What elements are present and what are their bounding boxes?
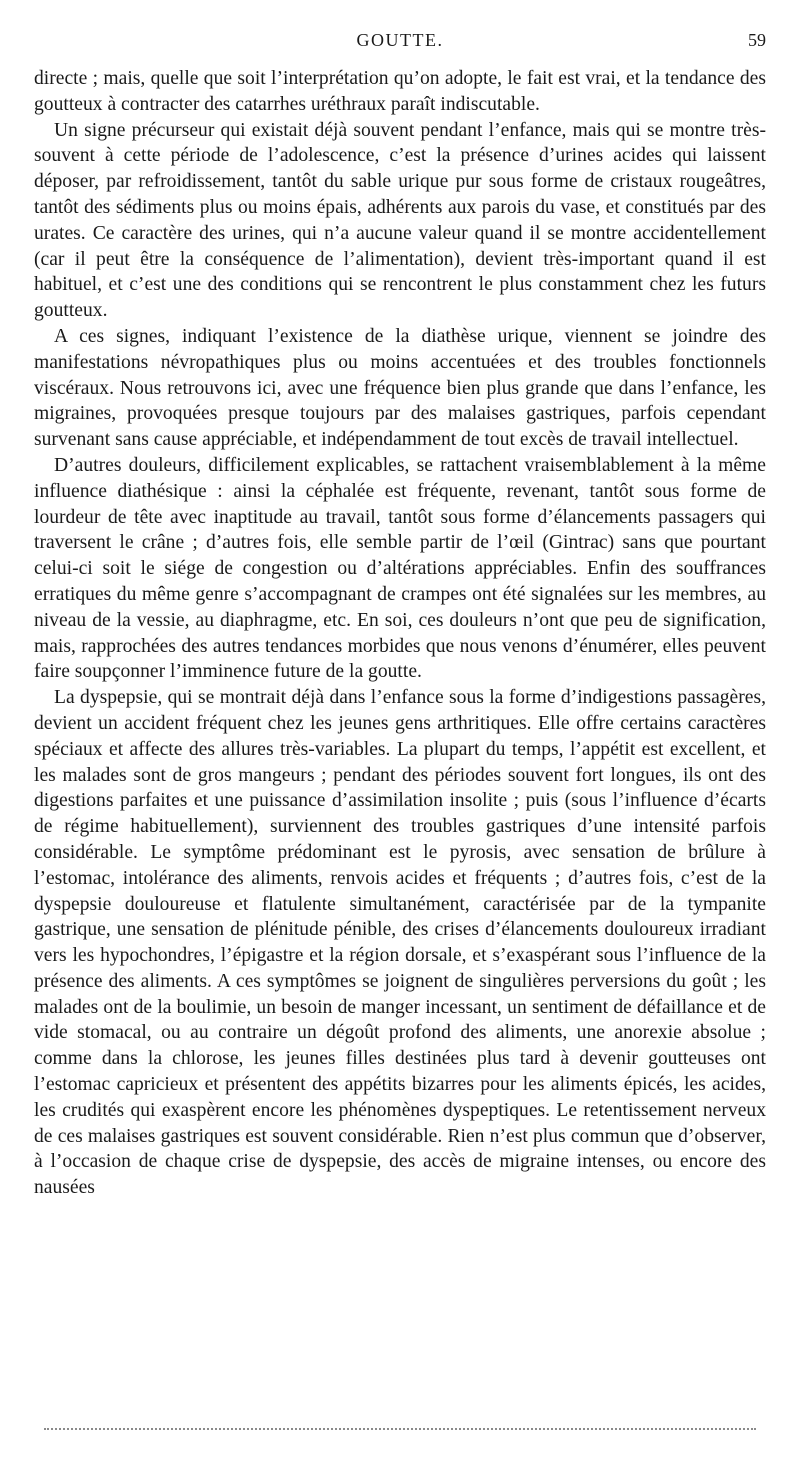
- page-number: 59: [748, 30, 766, 50]
- dotted-footer-rule: [44, 1428, 756, 1430]
- paragraph-diathese-urique: A ces signes, indiquant l’existence de la diathèse urique, viennent se joindre des manifestations névropathiques plus ou moins accentuées et des troubles fonctionnels viscéraux. Nous retrouvons ici, avec une fréquence bien plus grande que dans l’enfance, les migraines, provoquées presque toujours par des malaises gastriques, parfois cependant survenant sans cause appréciable, et indépendamment de tout excès de travail intellectuel.: [34, 325, 766, 451]
- paragraph-urines-acides: Un signe précurseur qui existait déjà souvent pendant l’enfance, mais qui se montre très-souvent à cette période de l’adolescence, c’est la présence d’urines acides qui laissent déposer, par refroidissement, tantôt du sable urique pur sous forme de cristaux rougeâtres, tantôt des sédiments plus ou moins épais, adhérents aux parois du vase, et constitués par des urates. Ce caractère des urines, qui n’a aucune valeur quand il se montre accidentellement (car il peut être la conséquence de l’alimentation), devient très-important quand il est habituel, et c’est une des conditions qui se rencontrent le plus constamment chez les futurs goutteux.: [34, 119, 766, 322]
- paragraph-continued: directe ; mais, quelle que soit l’interprétation qu’on adopte, le fait est vrai, et la tendance des goutteux à contracter des catarrhes uréthraux paraît indiscutable.: [34, 68, 766, 115]
- running-title: GOUTTE.: [356, 30, 444, 50]
- page-header: [34, 30, 766, 56]
- paragraph-dyspepsie: La dyspepsie, qui se montrait déjà dans l’enfance sous la forme d’indigestions passagères, devient un accident fréquent chez les jeunes gens arthritiques. Elle offre certains caractères spéciaux et affecte des allures très-variables. La plupart du temps, l’appétit est excellent, et les malades sont de gros mangeurs ; pendant des périodes souvent fort longues, ils ont des digestions parfaites et une puissance d’assimilation insolite ; puis (sous l’influence d’écarts de régime habituellement), surviennent des troubles gastriques d’une intensité parfois considérable. Le symptôme prédominant est le pyrosis, avec sensation de brûlure à l’estomac, intolérance des aliments, renvois acides et fréquents ; d’autres fois, c’est de la dyspepsie douloureuse et flatulente simultanément, caractérisée par de la tympanite gastrique, une sensation de plénitude pénible, des crises d’élancements douloureux irradiant vers les hypochondres, l’épigastre et la région dorsale, et s’exaspérant sous l’influence de la présence des aliments. A ces symptômes se joignent de singulières perversions du goût ; les malades ont de la boulimie, un besoin de manger incessant, un sentiment de défaillance et de vide stomacal, ou au contraire un dégoût profond des aliments, une anorexie absolue ; comme dans la chlorose, les jeunes filles destinées plus tard à devenir goutteuses ont l’estomac capricieux et présentent des appétits bizarres pour les aliments épicés, les acides, les crudités qui exaspèrent encore les phénomènes dyspeptiques. Le retentissement nerveux de ces malaises gastriques est souvent considérable. Rien n’est plus commun que d’observer, à l’occasion de chaque crise de dyspepsie, des accès de migraine intenses, ou encore des nausées: [34, 687, 766, 1199]
- body-text: [34, 66, 766, 1201]
- paragraph-douleurs: D’autres douleurs, difficilement explicables, se rattachent vraisemblablement à la même influence diathésique : ainsi la céphalée est fréquente, revenant, tantôt sous forme de lourdeur de tête avec inaptitude au travail, tantôt sous forme d’élancements passagers qui traversent le crâne ; d’autres fois, elle semble partir de l’œil (Gintrac) sans que pourtant celui-ci soit le siége de congestion ou d’altérations appréciables. Enfin des souffrances erratiques du même genre s’accompagnant de crampes ont été signalées sur les membres, au niveau de la vessie, au diaphragme, etc. En soi, ces douleurs n’ont que peu de signification, mais, rapprochées des autres tendances morbides que nous venons d’énumérer, elles peuvent faire soupçonner l’imminence future de la goutte.: [34, 454, 766, 683]
